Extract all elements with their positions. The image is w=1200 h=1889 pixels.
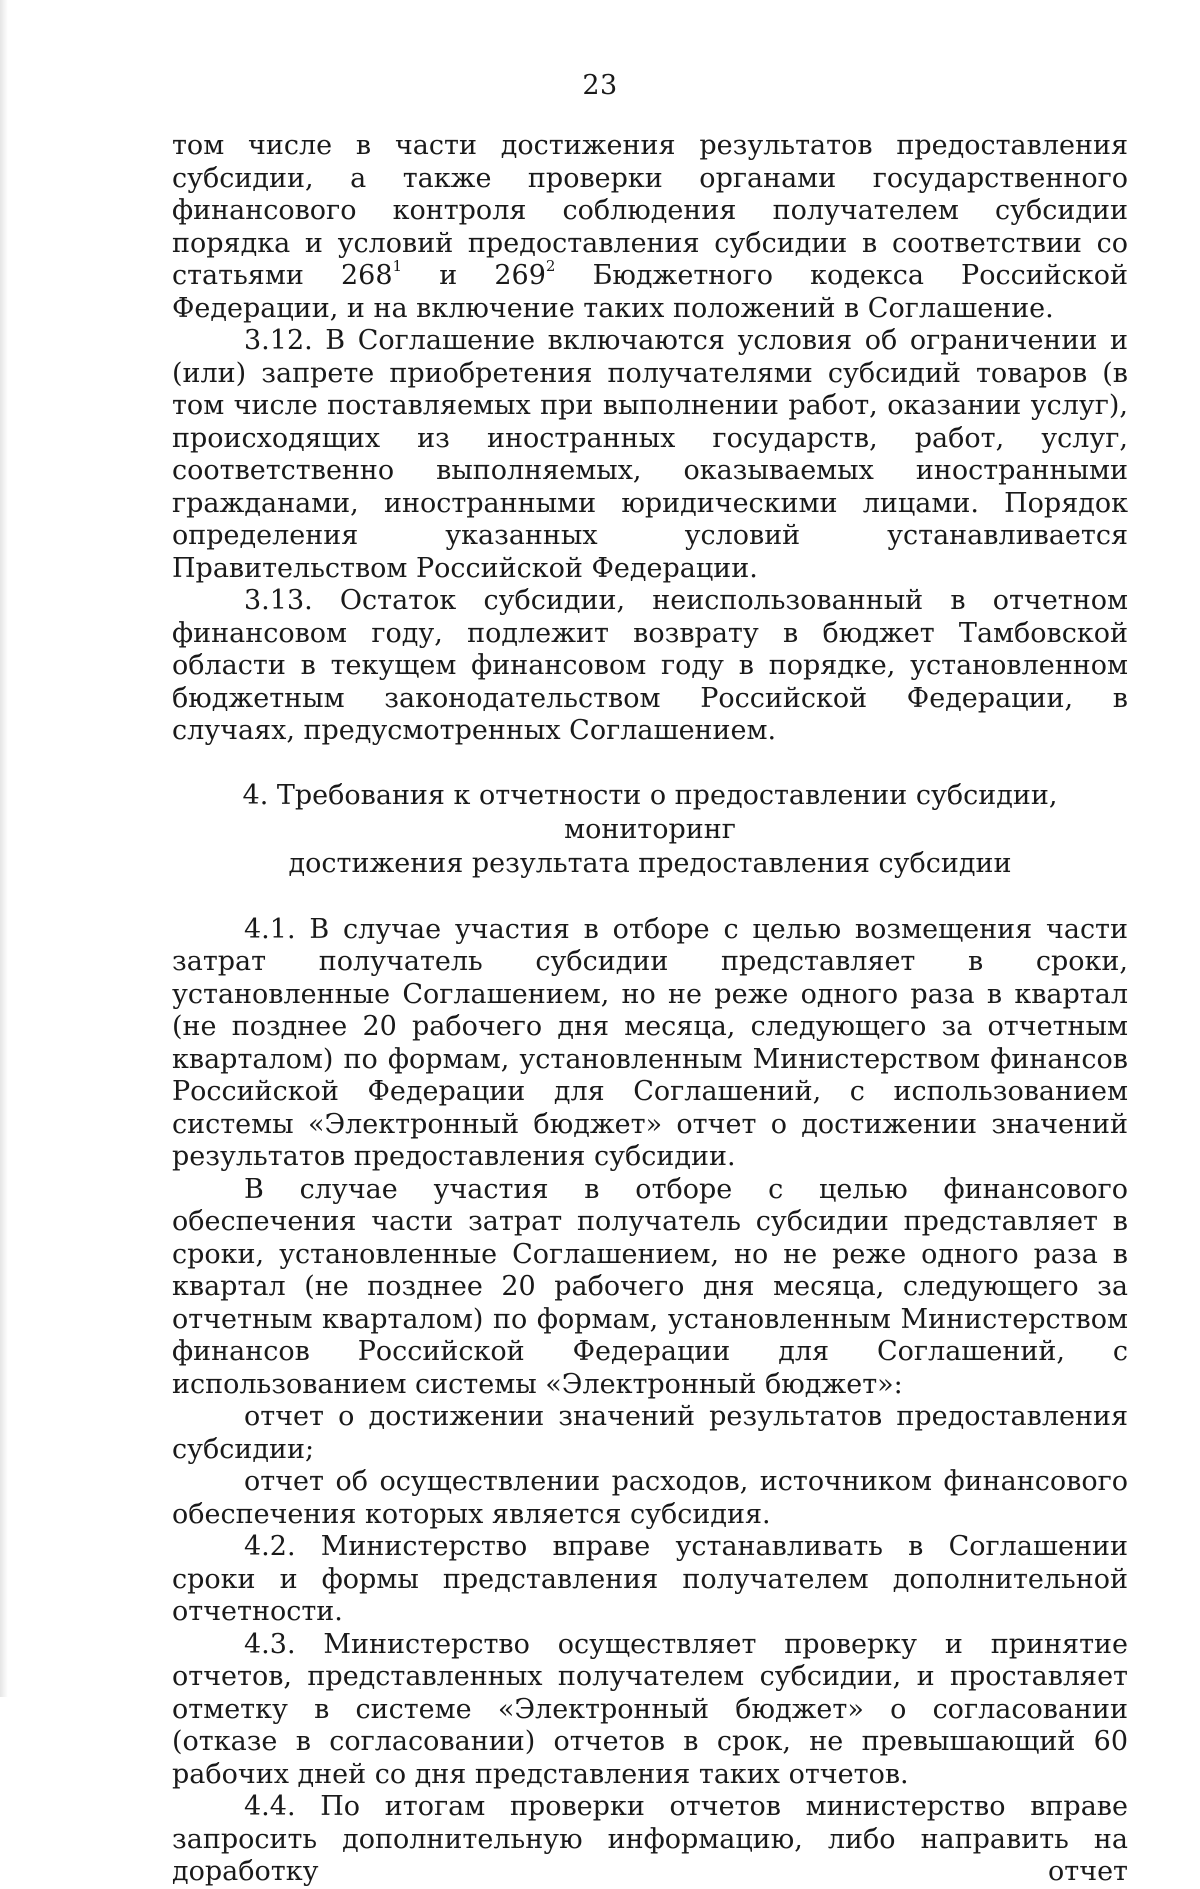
section-4-heading-line-1: 4. Требования к отчетности о предоставлении субсидии, мониторинг [242, 779, 1058, 845]
paragraph-4-4: 4.4. По итогам проверки отчетов министерство вправе запросить дополнительную информацию, либо направить на доработку отчет [172, 1791, 1128, 1887]
paragraph-4-1-financing: В случае участия в отборе с целью финансового обеспечения части затрат получатель субсидии представляет в сроки, установленные Соглашением, но не реже одного раза в квартал (не позднее 20 рабочего дня месяца, следующего за отчетным кварталом) по формам, установленным Министерством финансов Российской Федерации для Соглашений, с использованием системы «Электронный бюджет»: [172, 1173, 1128, 1400]
paragraph-4-3: 4.3. Министерство осуществляет проверку и принятие отчетов, представленных получателем субсидии, и проставляет отметку в системе «Электронный бюджет» о согласовании (отказе в согласовании) отчетов в срок, не превышающий 60 рабочих дней со дня представления таких отчетов. [172, 1628, 1128, 1790]
paragraph-3-13: 3.13. Остаток субсидии, неиспользованный в отчетном финансовом году, подлежит возврату в бюджет Тамбовской области в текущем финансовом году в порядке, установленном бюджетным законодательством Российской Федерации, в случаях, предусмотренных Соглашением. [172, 585, 1128, 746]
paragraph-4-1-report-expenses: отчет об осуществлении расходов, источником финансового обеспечения которых является субсидия. [172, 1466, 1128, 1530]
paragraph-intro [172, 130, 1128, 325]
paragraph-4-1-report-results: отчет о достижении значений результатов предоставления субсидии; [172, 1401, 1128, 1465]
article-superscript-1: 1 [392, 257, 403, 275]
section-4-heading-line-2: достижения результата предоставления субсидии [288, 847, 1012, 879]
scan-edge-shadow [0, 0, 8, 1697]
document-body [172, 130, 1128, 1889]
paragraph-intro-text: том числе в части достижения результатов предоставления субсидии, а также проверки органами государственного финансового контроля соблюдения получателем субсидии порядка и условий предоставления субсидии в соответствии со статьями [172, 130, 1128, 291]
paragraph-4-1: 4.1. В случае участия в отборе с целью возмещения части затрат получатель субсидии представляет в сроки, установленные Соглашением, но не реже одного раза в квартал (не позднее 20 рабочего дня месяца, следующего за отчетным кварталом) по формам, установленным Министерством финансов Российской Федерации для Соглашений, с использованием системы «Электронный бюджет» отчет о достижении значений результатов предоставления субсидии. [172, 913, 1128, 1172]
conjunction-and: и [439, 260, 458, 291]
article-number-2: 269 [494, 260, 546, 291]
paragraph-4-2: 4.2. Министерство вправе устанавливать в Соглашении сроки и формы представления получателем дополнительной отчетности. [172, 1531, 1128, 1627]
article-superscript-2: 2 [545, 257, 556, 275]
paragraph-intro-tail: Бюджетного кодекса Российской Федерации, и на включение таких положений в Соглашение. [172, 260, 1128, 324]
article-number-1: 268 [340, 260, 393, 291]
page-number: 23 [582, 70, 618, 101]
paragraph-3-12: 3.12. В Соглашение включаются условия об ограничении и (или) запрете приобретения получателями субсидий товаров (в том числе поставляемых при выполнении работ, оказании услуг), происходящих из иностранных государств, работ, услуг, соответственно выполняемых, оказываемых иностранными гражданами, иностранными юридическими лицами. Порядок определения указанных условий устанавливается Правительством Российской Федерации. [172, 325, 1128, 584]
section-4-heading [172, 779, 1128, 881]
